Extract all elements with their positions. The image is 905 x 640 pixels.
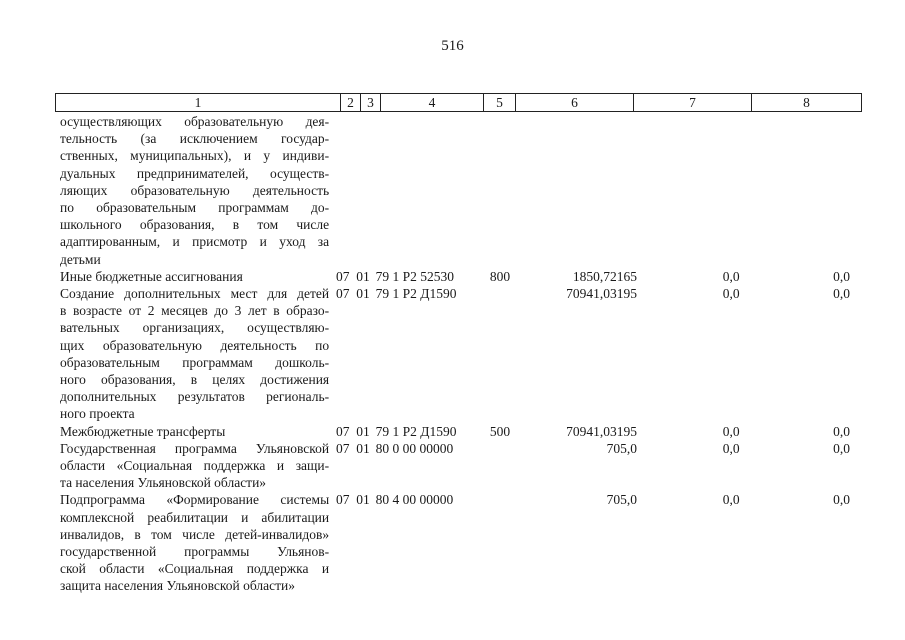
- header-col-4: 4: [381, 94, 484, 112]
- row-target-article: 80 0 00 00000: [375, 440, 454, 456]
- row-sum-col-8: 0,0: [833, 440, 850, 456]
- row-subsection: 01: [356, 492, 370, 508]
- row-name-line: области «Социальная поддержка и защи-: [60, 458, 330, 474]
- row-expense-type: 800: [489, 268, 511, 284]
- row-name: [60, 423, 329, 440]
- row-name-line: ляющих образовательную деятельность: [60, 182, 330, 198]
- row-sum-col-8: 0,0: [833, 492, 850, 508]
- row-section: 07: [335, 492, 350, 508]
- row-sum-col-8: 0,0: [833, 268, 850, 284]
- row-sum-col-7: 0,0: [722, 440, 740, 456]
- row-name-line: Подпрограмма «Формирование системы: [60, 492, 330, 508]
- row-sum-col-6: 70941,03195: [566, 423, 637, 439]
- row-name-line: вательных организациях, осуществляю-: [60, 320, 330, 336]
- row-name-line: защита населения Ульяновской области»: [60, 578, 296, 594]
- header-col-7: 7: [634, 94, 752, 112]
- column-header-table: [55, 93, 862, 112]
- row-name-line: дуальных предпринимателей, осуществ-: [60, 165, 330, 181]
- row-name-line: тельность (за исключением государ-: [60, 131, 330, 147]
- row-sum-col-8: 0,0: [833, 423, 850, 439]
- row-sum-col-7: 0,0: [722, 423, 740, 439]
- row-name-line: детьми: [60, 251, 101, 267]
- row-target-article: 79 1 Р2 52530: [375, 268, 454, 284]
- row-name-line: Создание дополнительных мест для детей: [60, 286, 330, 302]
- row-name-line: по образовательным программам до-: [60, 200, 330, 216]
- row-name-line: ской области «Социальная поддержка и: [60, 561, 330, 577]
- header-col-3: 3: [361, 94, 381, 112]
- row-target-article: 79 1 Р2 Д1590: [375, 286, 457, 302]
- row-name-line: ного проекта: [60, 406, 135, 422]
- table-row: [60, 285, 850, 423]
- budget-table-body: [60, 113, 850, 595]
- row-name-line: ственных, муниципальных), и у индиви-: [60, 148, 330, 164]
- row-name: [60, 440, 329, 492]
- header-col-2: 2: [341, 94, 361, 112]
- row-sum-col-6: 705,0: [606, 440, 637, 456]
- row-name-line: инвалидов, в том числе детей-инвалидов»: [60, 526, 330, 542]
- row-name-line: та населения Ульяновской области»: [60, 475, 267, 491]
- row-name-line: щих образовательную деятельность по: [60, 337, 330, 353]
- row-name: [60, 113, 329, 268]
- row-section: 07: [335, 286, 350, 302]
- row-expense-type: 500: [489, 423, 511, 439]
- row-subsection: 01: [356, 268, 370, 284]
- row-sum-col-7: 0,0: [722, 492, 740, 508]
- header-col-6: 6: [516, 94, 634, 112]
- row-name: [60, 285, 329, 423]
- row-sum-col-6: 1850,72165: [572, 268, 637, 284]
- row-subsection: 01: [356, 423, 370, 439]
- row-name-line: государственной программы Ульянов-: [60, 544, 330, 560]
- row-sum-col-8: 0,0: [833, 286, 850, 302]
- row-target-article: 79 1 Р2 Д1590: [375, 423, 457, 439]
- header-col-8: 8: [752, 94, 862, 112]
- row-name-line: ного образования, в целях достижения: [60, 372, 330, 388]
- row-name-line: Межбюджетные трансферты: [60, 423, 226, 439]
- row-sum-col-6: 705,0: [606, 492, 637, 508]
- row-name-line: в возрасте от 2 месяцев до 3 лет в образо-: [60, 303, 330, 319]
- row-section: 07: [335, 423, 350, 439]
- table-row: [60, 423, 850, 440]
- row-sum-col-6: 70941,03195: [566, 286, 637, 302]
- row-name-line: школьного образования, в том числе: [60, 217, 330, 233]
- table-row: [60, 268, 850, 285]
- row-name-line: адаптированным, и присмотр и уход за: [60, 234, 330, 250]
- row-section: 07: [335, 268, 350, 284]
- table-row: [60, 440, 850, 492]
- table-row: [60, 491, 850, 594]
- row-name: [60, 268, 329, 285]
- row-subsection: 01: [356, 440, 370, 456]
- row-sum-col-7: 0,0: [722, 286, 740, 302]
- row-name-line: образовательным программам дошколь-: [60, 354, 330, 370]
- header-col-1: 1: [56, 94, 341, 112]
- row-section: 07: [335, 440, 350, 456]
- page-number: 516: [441, 38, 464, 54]
- row-name: [60, 491, 329, 594]
- row-sum-col-7: 0,0: [722, 268, 740, 284]
- row-name-line: дополнительных результатов региональ-: [60, 389, 330, 405]
- header-row: [56, 94, 862, 112]
- row-target-article: 80 4 00 00000: [375, 492, 454, 508]
- row-name-line: комплексной реабилитации и абилитации: [60, 509, 330, 525]
- row-subsection: 01: [356, 286, 370, 302]
- header-col-5: 5: [484, 94, 516, 112]
- row-name-line: Иные бюджетные ассигнования: [60, 268, 243, 284]
- row-name-line: Государственная программа Ульяновской: [60, 440, 330, 456]
- table-row: [60, 113, 850, 268]
- row-name-line: осуществляющих образовательную дея-: [60, 114, 330, 129]
